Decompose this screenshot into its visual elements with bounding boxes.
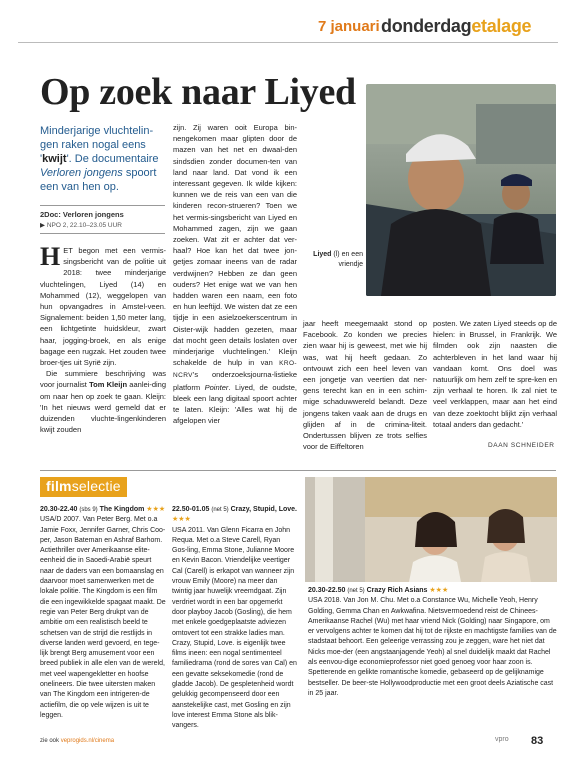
journalist-name: Tom Kleijn	[89, 380, 128, 390]
film2-time: 22.50-01.05	[172, 506, 210, 513]
film-item-3	[308, 586, 557, 716]
page-number: 83	[531, 735, 544, 747]
article-intro	[40, 124, 165, 194]
section-brand	[381, 16, 531, 37]
col3-text: jaar heeft meegemaakt stond op Facebook. Zo konden we precies zien waar hij is geweest, met wie hij was, wat hij heeft gedaan. Zo ontvouwt zich een heel leven van een jongetje van veertien dat ner-gens terecht kan en in een schim-mige schaduwwereld belandt. Deze jongens taken vaak aan de drugs en glijden af in de crimina-liteit. Ondertussen blijven ze trots selfies voor de Eiffeltoren	[303, 319, 427, 452]
film-section-badge	[40, 477, 127, 497]
photo-crazy-rich-asians	[305, 477, 557, 582]
broadcaster-name: KRO-NCRV	[173, 360, 297, 380]
author-signature: DAAN SCHNEIDER	[488, 442, 555, 449]
vpro-logo: vpro	[495, 736, 509, 743]
show-title: 2Doc: Verloren jongens	[40, 210, 124, 219]
dropcap: H	[40, 242, 61, 271]
brand-part-2: etalage	[471, 16, 532, 36]
film3-time: 20.30-22.50	[308, 587, 346, 594]
film3-title: Crazy Rich Asians	[366, 587, 428, 594]
col1-p2-rest: aanlei-ding om naar hen op zoek te gaan. Kleijn: 'In het nieuws werd gemeld dat er duizenden vluchte-lingenkinderen kwijt zouden	[40, 380, 167, 435]
col2-text: zijn. Zij waren ooit Europa bin-nengekomen maar glipten door de mazen van het net en dwaal-den sindsdien zonder documen-ten van land naar land. Dat vond ik een interessant gegeven. Ik wilde kijken: kunnen we de reis van een van die kinderen recon-strueren? Toen we het vermis-singsbericht van Liyed en Mohammed zagen, zijn we gaan zoeken. Wat zit er achter dat ver-haal? Hoe kan het dat twee jon-getjes zomaar ineens van de radar verdwijnen? Hebben ze dan geen ouders? Het enige wat we van hen hadden waren een naam, een foto en hun leeftijd. We wisten dat ze een tijdje in een asielzoekerscentrum in Oister-wijk hadden gezeten, maar dat mocht geen details loslaten over minderjarige vluchtelingen.' Kleijn schakelde de hulp in van	[173, 123, 297, 368]
film-item-2	[172, 505, 297, 730]
intro-italic: Verloren jongens	[40, 167, 123, 179]
film1-channel: (sbs 9)	[79, 507, 98, 513]
intro-text-1: Minderjarige vluchtelin-gen raken nogal eens '	[40, 125, 154, 165]
showbox-bottom-rule	[40, 233, 165, 234]
film-section-rule	[40, 470, 556, 471]
intro-bold: kwijt	[42, 153, 67, 165]
article-column-4	[433, 318, 557, 438]
header-date: 7 januari	[318, 18, 380, 35]
film2-rating: ★★★	[172, 516, 191, 524]
intro-text-2: '. De documentaire	[66, 153, 159, 165]
article-headline: Op zoek naar Liyed	[40, 71, 356, 113]
footer-link-line	[40, 738, 114, 744]
article-column-1	[40, 242, 167, 455]
col2-text-3: . Liyed, de oudste, bleek een lang digitaal spoort achter te laten. Kleijn: 'Alles wat hij de afgelopen vier	[173, 382, 297, 426]
film1-title: The Kingdom	[99, 506, 145, 513]
footer-prefix: zie ook	[40, 738, 61, 744]
film2-channel: (net 5)	[211, 507, 229, 513]
film3-channel: (net 5)	[347, 588, 365, 594]
caption-name: Liyed	[313, 251, 332, 258]
col4-text: posten. We zaten Liyed steeds op de hielen: in Brussel, in Frankrijk. We filmden ook zijn naasten die achterbleven in het land waar hij vandaan komt. Ons doel was natuurlijk om hem zelf te spre-ken en zijn verhaal te horen. Ik zal niet te veel verklappen, maar aan het eind van deze zoektocht blijkt zijn verhaal totaal anders dan gedacht.'	[433, 319, 557, 429]
col1-paragraph-1: ET begon met een vermis-singsbericht van de politie uit 2018: twee minderjarige vluchtelingen, Liyed (14) en Mohammed (12), weggelopen van hun opvangadres in Amstel-veen. Signalement: beiden 1,50 meter lang, een lichtgetinte huidskleur, zwart haar, jogging-broek, en als enige bagage een rugzak. Het zouden twee broer-tjes uit Syrië zijn.	[40, 246, 166, 368]
footer-url[interactable]: veprogids.nl/cinema	[60, 738, 115, 744]
intro-text-3: spoort een van hen op.	[40, 167, 157, 193]
badge-part-1: film	[46, 478, 72, 494]
photo-boys-on-boat	[366, 84, 556, 296]
film-item-1	[40, 505, 167, 730]
header-rule	[18, 42, 558, 43]
show-info	[40, 221, 122, 229]
film-photo	[305, 477, 557, 582]
col1-p2-text: Die summiere beschrijving was voor journalist	[40, 369, 166, 390]
film1-description: USA/D 2007. Van Peter Berg. Met o.a Jamie Foxx, Jennifer Garner, Chris Coo-per, Jason Bateman en Ashraf Barhom. Actiethriller over Amerikaanse elite-eenheid die in Saoedi-Arabië speurt naar de daders van een bomaanslag en daarvoor moet samenwerken met de lokale politie. The Kingdom is een film die een ingewikkelde spagaat maakt. De regie van Peter Berg drukpt van de ambitie om een realistisch beeld te schetsen van de strijd die restlijds in diverse landen werd gevoerd, en tege-lijk brengt Berg amusement voor een breed publiek in alle elen van de wereld, met veel wapengekletter en hoofse onelineers. Die twee uitersten maken van The Kingdom een intrigeren-de actiefilm, die op vele wijzen is uit te leggen.	[40, 516, 166, 719]
article-photo	[366, 84, 556, 296]
platform-name: Pointer	[204, 382, 229, 392]
showbox-top-rule	[40, 205, 165, 206]
show-info-text: NPO 2, 22.10–23.05 UUR	[46, 222, 122, 229]
article-column-3	[303, 318, 427, 458]
play-icon: ▶	[40, 222, 47, 229]
film3-description: USA 2018. Van Jon M. Chu. Met o.a Constance Wu, Michelle Yeoh, Henry Golding, Gemma Chan en Awkwafina. Nietsvermoedend reist de Chinees-Amerikaanse Rachel (Wu) met haar vriend Nick (Golding) naar Singapore, om er vervolgens achter te komen dat hij tot de rijkste en machtigste families van de stadstaat behoort. Een geleerige verrassing zou je zeggen, ware het niet dat Nicks moe-der (een angstaanjagende Yeoh) al snel duidelijk maakt dat Rachel als eenvou-dige economieprofessor niet goed genoeg voor haar zoon is. Spetterende en gelikte romantische komedie, gebaseerd op de gelijknamige bestseller. De beer-ste Hollywoodproductie met een groot deels Aziatische cast in 25 jaar.	[308, 597, 557, 697]
film1-rating: ★★★	[146, 506, 166, 513]
film2-title: Crazy, Stupid, Love.	[230, 506, 297, 513]
film3-rating: ★★★	[429, 587, 449, 594]
brand-part-1: donderdag	[381, 16, 472, 36]
film2-description: USA 2011. Van Glenn Ficarra en John Requa. Met o.a Steve Carell, Ryan Gos-ling, Emma Stone, Julianne Moore en Kevin Bacon. Vriendelijke veertiger Cal (Carell) is erkapot van wanneer zijn vrouw Emily (Moore) na meer dan twintig jaar huwelijk vreemdgaat. Zijn verdriet wordt in een bar opgemerkt door playboy Jacob (Gosling), die hem met enkele goedgeplaatste adviezen omtovert tot een strakke ladies man. Crazy, Stupid, Love. is eigenlijk twee films ineen: een nogal sentimenteel familiedrama (rond de sores van Cal) en een gevatte seksekomedie (rond de gladde Jacob). De gespletenheid wordt gelukkig gecompenseerd door een aanstekelijke cast, met Gosling en zijn love interest Emma Stone als blik-vangers.	[172, 526, 297, 730]
col2-text-2: 's onderzoeksjourna-listieke platform	[173, 370, 297, 392]
film1-time: 20.30-22.40	[40, 506, 78, 513]
badge-part-2: selectie	[71, 478, 121, 494]
photo-caption	[303, 250, 363, 270]
caption-text: (l) en een vriendje	[331, 251, 363, 268]
article-column-2	[173, 122, 297, 452]
